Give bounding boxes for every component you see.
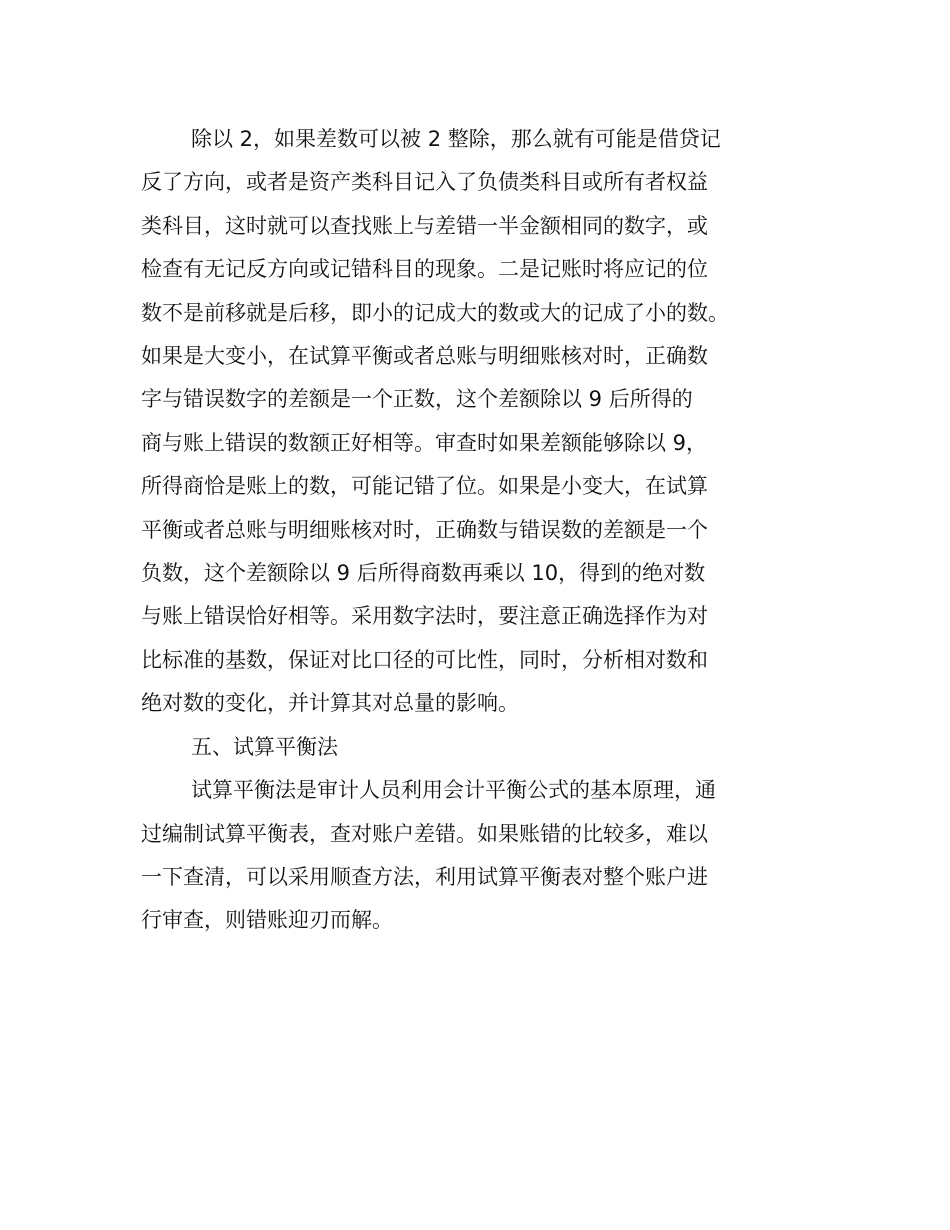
paragraph-line: 绝对数的变化，并计算其对总量的影响。 <box>141 691 519 716</box>
paragraph-line: 类科目，这时就可以查找账上与差错一半金额相同的数字，或 <box>141 213 708 238</box>
paragraph-line: 数不是前移就是后移，即小的记成大的数或大的记成了小的数。 <box>141 300 729 325</box>
paragraph-line: 字与错误数字的差额是一个正数，这个差额除以 9 后所得的 <box>141 387 693 412</box>
paragraph-line: 行审查，则错账迎刃而解。 <box>141 908 393 933</box>
paragraph-line: 试算平衡法是审计人员利用会计平衡公式的基本原理，通 <box>191 778 716 803</box>
paragraph-2 <box>141 769 816 943</box>
paragraph-line: 平衡或者总账与明细账核对时，正确数与错误数的差额是一个 <box>141 517 708 542</box>
paragraph-line: 一下查清，可以采用顺查方法，利用试算平衡表对整个账户进 <box>141 864 708 889</box>
paragraph-line: 比标准的基数，保证对比口径的可比性，同时，分析相对数和 <box>141 647 708 672</box>
paragraph-line: 反了方向，或者是资产类科目记入了负债类科目或所有者权益 <box>141 170 708 195</box>
paragraph-line: 所得商恰是账上的数，可能记错了位。如果是小变大，在试算 <box>141 474 708 499</box>
paragraph-line: 如果是大变小，在试算平衡或者总账与明细账核对时，正确数 <box>141 344 708 369</box>
paragraph-line: 与账上错误恰好相等。采用数字法时，要注意正确选择作为对 <box>141 604 708 629</box>
paragraph-line: 负数，这个差额除以 9 后所得商数再乘以 10，得到的绝对数 <box>141 561 706 586</box>
paragraph-line: 除以 2，如果差数可以被 2 整除，那么就有可能是借贷记 <box>191 127 721 151</box>
document-body <box>141 118 816 943</box>
paragraph-1 <box>141 118 816 726</box>
section-heading: 五、试算平衡法 <box>191 734 338 759</box>
paragraph-line: 商与账上错误的数额正好相等。审查时如果差额能够除以 9， <box>141 430 708 455</box>
paragraph-line: 过编制试算平衡表，查对账户差错。如果账错的比较多，难以 <box>141 821 708 846</box>
paragraph-line: 检查有无记反方向或记错科目的现象。二是记账时将应记的位 <box>141 257 708 282</box>
